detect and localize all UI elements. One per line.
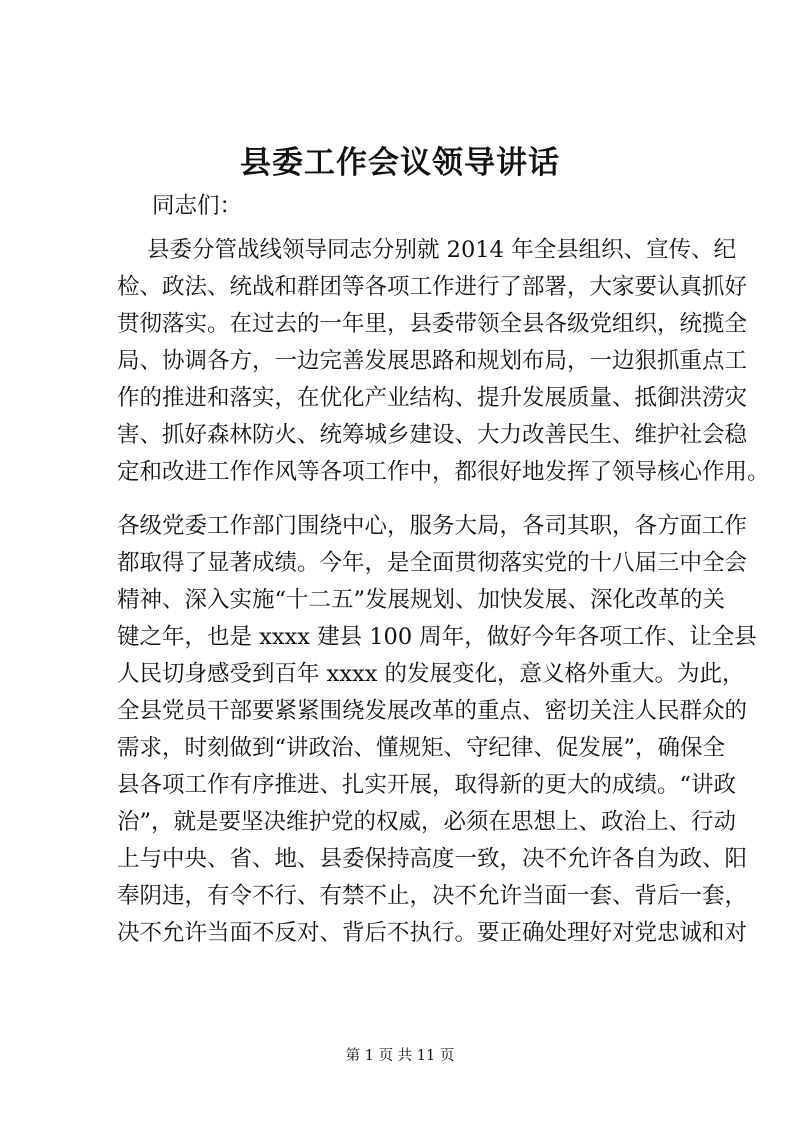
body-line: 作的推进和落实，在优化产业结构、提升发展质量、抵御洪涝灾 <box>117 385 748 411</box>
body-line: 治”，就是要坚决维护党的权威，必须在思想上、政治上、行动 <box>117 809 737 835</box>
body-line: 人民切身感受到百年 xxxx 的发展变化，意义格外重大。为此， <box>117 661 745 687</box>
body-line: 各级党委工作部门围绕中心，服务大局，各司其职，各方面工作 <box>117 513 748 539</box>
body-line: 需求，时刻做到“讲政治、懂规矩、守纪律、促发展”，确保全 <box>117 735 726 761</box>
body-line: 奉阴违，有令不行、有禁不止，决不允许当面一套、背后一套， <box>117 883 748 909</box>
body-line: 贯彻落实。在过去的一年里，县委带领全县各级党组织，统揽全 <box>117 311 748 337</box>
body-line: 害、抓好森林防火、统筹城乡建设、大力改善民生、维护社会稳 <box>117 422 748 448</box>
body-line: 精神、深入实施“十二五”发展规划、加快发展、深化改革的关 <box>117 587 726 613</box>
body-line: 县委分管战线领导同志分别就 2014 年全县组织、宣传、纪 <box>147 237 737 263</box>
body-line: 局、协调各方，一边完善发展思路和规划布局，一边狠抓重点工 <box>117 348 748 374</box>
body-line: 都取得了显著成绩。今年，是全面贯彻落实党的十八届三中全会 <box>117 550 748 576</box>
document-title: 县委工作会议领导讲话 <box>240 145 560 181</box>
salutation: 同志们： <box>152 193 243 219</box>
body-line: 县各项工作有序推进、扎实开展，取得新的更大的成绩。“讲政 <box>117 772 737 798</box>
body-line: 全县党员干部要紧紧围绕发展改革的重点、密切关注人民群众的 <box>117 698 748 724</box>
body-line: 定和改进工作作风等各项工作中，都很好地发挥了领导核心作用。 <box>117 459 770 485</box>
page-footer: 第 1 页 共 11 页 <box>345 1048 455 1064</box>
body-line: 检、政法、统战和群团等各项工作进行了部署，大家要认真抓好 <box>117 274 748 300</box>
body-line: 上与中央、省、地、县委保持高度一致，决不允许各自为政、阳 <box>117 846 748 872</box>
body-line: 决不允许当面不反对、背后不执行。要正确处理好对党忠诚和对 <box>117 920 748 946</box>
body-line: 键之年，也是 xxxx 建县 100 周年，做好今年各项工作、让全县 <box>117 624 757 650</box>
